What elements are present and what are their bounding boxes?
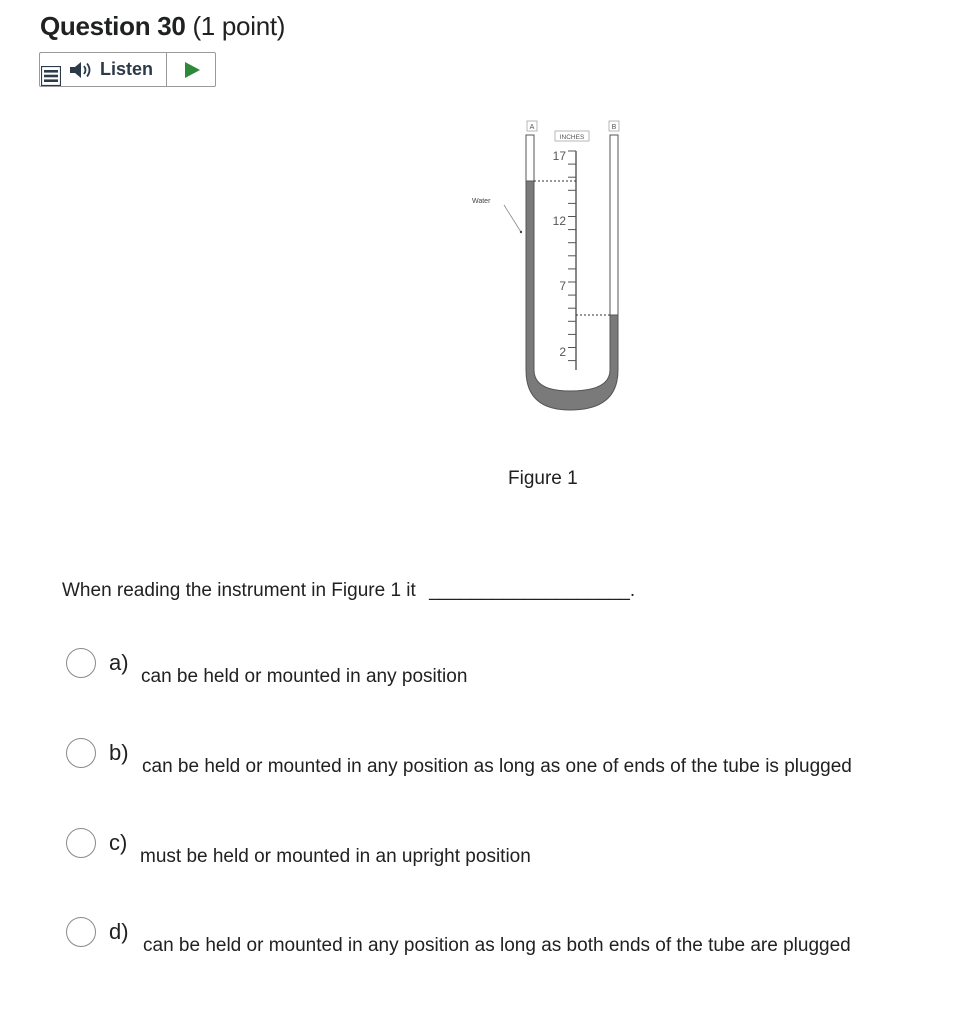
scale-ticks (568, 151, 576, 361)
figure-caption: Figure 1 (508, 468, 578, 489)
listen-button[interactable] (68, 53, 166, 86)
listen-toolbar (39, 52, 216, 87)
prompt-text: When reading the instrument in Figure 1 it (62, 580, 416, 601)
question-number: Question 30 (40, 11, 186, 41)
question-points: (1 point) (192, 11, 286, 41)
option-a-letter: a) (109, 650, 129, 675)
water-pointer-dot (520, 231, 522, 233)
option-a-text: can be held or mounted in any position (141, 666, 468, 687)
units-label: INCHES (559, 134, 585, 141)
tube-a (526, 135, 534, 181)
manometer-figure (460, 115, 640, 425)
water-label: Water (472, 198, 491, 205)
play-icon[interactable] (180, 60, 204, 80)
option-b-radio[interactable] (66, 738, 96, 768)
menu-icon[interactable] (41, 66, 61, 86)
option-d-text: can be held or mounted in any position as long as both ends of the tube are plugged (143, 935, 851, 956)
option-c-letter: c) (109, 830, 128, 855)
speaker-icon (68, 60, 94, 80)
question-title (40, 8, 285, 44)
scale-label-17: 17 (552, 149, 566, 163)
option-b-letter: b) (109, 740, 129, 765)
tube-b-label: B (611, 124, 617, 131)
water-pointer (504, 205, 521, 232)
tube-a-label: A (529, 124, 535, 131)
option-a-radio[interactable] (66, 648, 96, 678)
tube-b (610, 135, 618, 315)
toolbar-divider (166, 53, 167, 86)
scale-label-7: 7 (559, 279, 566, 293)
option-d-radio[interactable] (66, 917, 96, 947)
question-prompt (62, 580, 635, 602)
scale-label-12: 12 (552, 214, 566, 228)
option-d-letter: d) (109, 919, 129, 944)
option-b-text: can be held or mounted in any position as long as one of ends of the tube is plugged (142, 756, 852, 777)
scale-label-2: 2 (559, 345, 566, 359)
prompt-blank: ___________________. (429, 580, 636, 601)
option-c-radio[interactable] (66, 828, 96, 858)
listen-label: Listen (100, 59, 154, 79)
option-c-text: must be held or mounted in an upright position (140, 846, 531, 867)
